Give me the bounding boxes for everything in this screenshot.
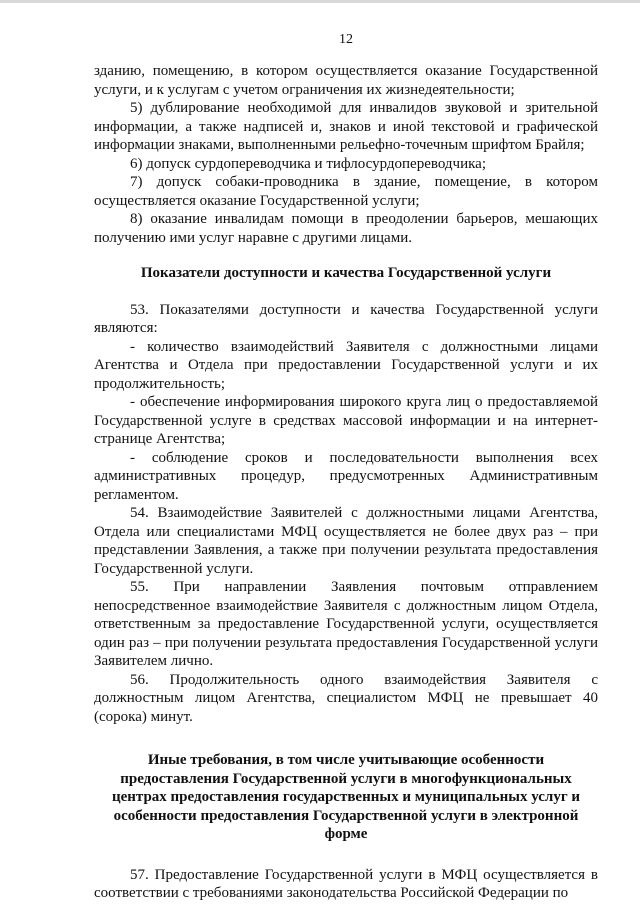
paragraph-57: 57. Предоставление Государственной услуги в МФЦ осуществляется в соответствии с требованиями законодательства Российской Федерации по xyxy=(94,866,598,901)
scan-edge xyxy=(0,0,640,3)
list-item-5: 5) дублирование необходимой для инвалидов звуковой и зрительной информации, а также надписей и, знаков и иной текстовой и графической информации знаками, выполненными рельефно-точечным шрифтом Брайля; xyxy=(94,100,598,153)
section-heading-other-requirements: Иные требования, в том числе учитывающие особенности предоставления Государственной услуги в многофункциональных центрах предоставления государственных и муниципальных услуг и особенности предоставления Государственной услуги в электронной форме xyxy=(111,752,581,842)
bullet-deadlines: - соблюдение сроков и последовательности выполнения всех административных процедур, предусмотренных Административным регламентом. xyxy=(94,449,598,503)
section-heading-accessibility: Показатели доступности и качества Государственной услуги xyxy=(140,265,552,281)
list-item-6: 6) допуск сурдопереводчика и тифлосурдопереводчика; xyxy=(130,155,486,172)
paragraph-55: 55. При направлении Заявления почтовым отправлением непосредственное взаимодействие Заявителя с должностным лицом Отдела, ответственным за предоставление Государственной услуги, осуществляется один раз – при получении результата предоставления Государственной услуги Заявителем лично. xyxy=(94,579,598,669)
paragraph-56: 56. Продолжительность одного взаимодействия Заявителя с должностным лицом Агентства, специалистом МФЦ не превышает 40 (сорока) минут. xyxy=(94,671,598,725)
list-item-7: 7) допуск собаки-проводника в здание, помещение, в котором осуществляется оказание Государственной услуги; xyxy=(94,174,598,209)
page-number: 12 xyxy=(339,32,353,47)
paragraph-53: 53. Показателями доступности и качества Государственной услуги являются: xyxy=(94,301,598,336)
paragraph-54: 54. Взаимодействие Заявителей с должностными лицами Агентства, Отдела или специалистами МФЦ осуществляется не более двух раз – при представлении Заявления, а также при получении результата предоставления Государственной услуги. xyxy=(94,505,598,577)
bullet-information: - обеспечение информирования широкого круга лиц о предоставляемой Государственной услуге в средствах массовой информации и на интернет-странице Агентства; xyxy=(94,394,598,447)
bullet-interactions: - количество взаимодействий Заявителя с должностными лицами Агентства и Отдела при предоставлении Государственной услуги и их продолжительность; xyxy=(94,338,598,392)
paragraph-continuation: зданию, помещению, в котором осуществляется оказание Государственной услуги, и к услугам с учетом ограничения их жизнедеятельности; xyxy=(94,63,598,98)
list-item-8: 8) оказание инвалидам помощи в преодолении барьеров, мешающих получению ими услуг наравне с другими лицами. xyxy=(94,211,598,246)
